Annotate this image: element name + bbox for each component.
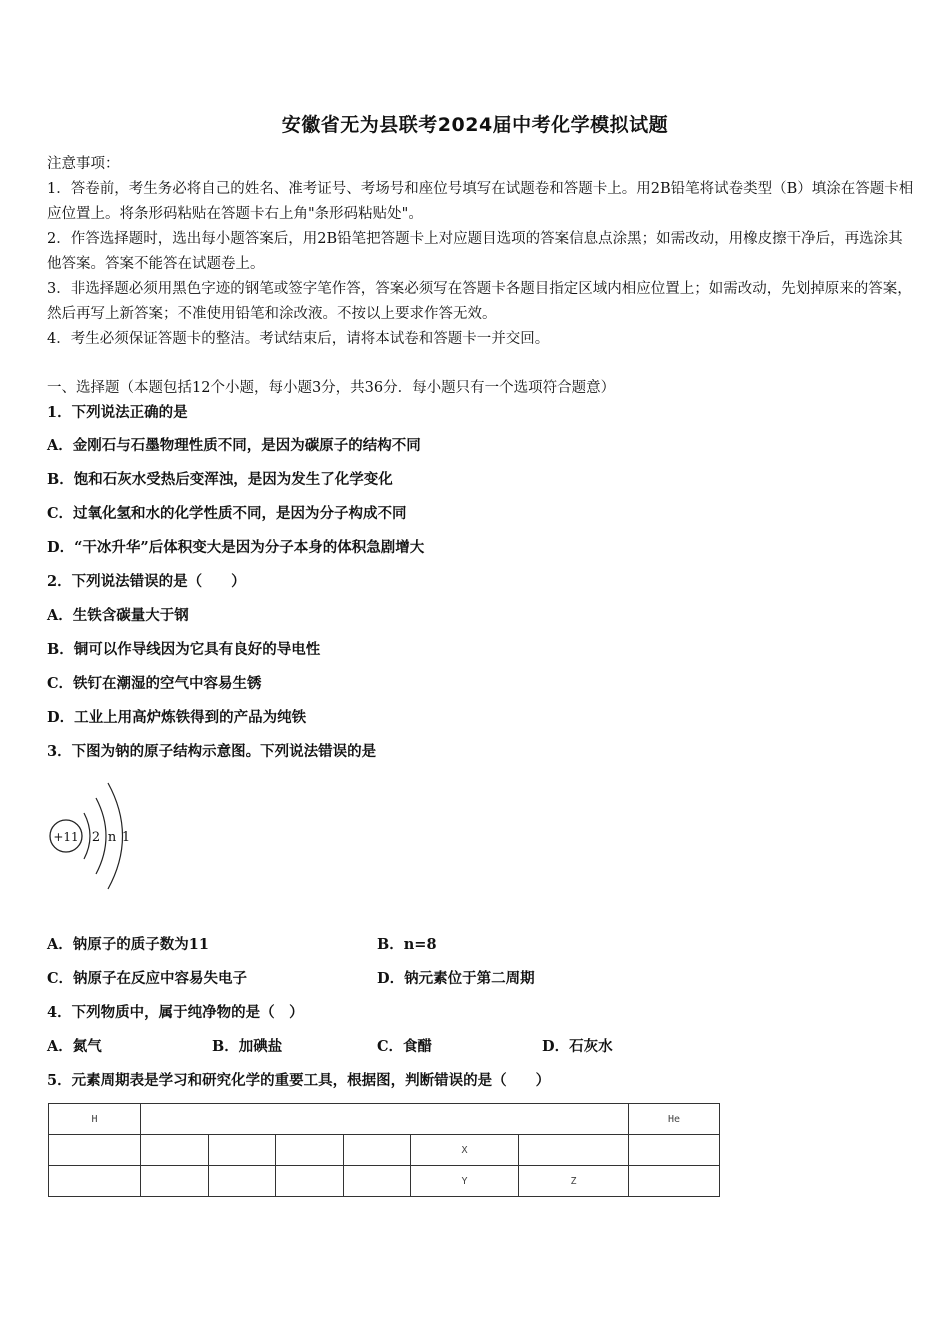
question-3-option-c[interactable]: C．钠原子在反应中容易失电子 xyxy=(47,970,248,987)
notice-item: 3．非选择题必须用黑色字迹的钢笔或签字笔作答，答案必须写在答题卡各题目指定区域内相应位置上；如需改动，先划掉原来的答案，然后再写上新答案；不准使用铅笔和涂改液。不按以上要求作答无效。 xyxy=(47,281,912,322)
notice-item: 1．答卷前，考生务必将自己的姓名、准考证号、考场号和座位号填写在试题卷和答题卡上。用2B铅笔将试卷类型（B）填涂在答题卡相应位置上。将条形码粘贴在答题卡右上角"条形码粘贴处"。 xyxy=(47,181,914,222)
cell-empty xyxy=(141,1166,209,1197)
question-5-stem: 5．元素周期表是学习和研究化学的重要工具，根据图，判断错误的是（ ） xyxy=(47,1072,551,1089)
cell-empty xyxy=(141,1135,209,1166)
question-3-option-b[interactable]: B．n=8 xyxy=(377,936,437,953)
cell-empty xyxy=(519,1135,629,1166)
question-1-option-d[interactable]: D．“干冰升华”后体积变大是因为分子本身的体积急剧增大 xyxy=(47,539,425,556)
cell-empty xyxy=(629,1135,720,1166)
question-3-option-d[interactable]: D．钠元素位于第二周期 xyxy=(377,970,535,987)
question-2-option-a[interactable]: A．生铁含碳量大于钢 xyxy=(47,607,189,624)
question-4-stem: 4．下列物质中，属于纯净物的是（ ） xyxy=(47,1004,304,1021)
cell-empty xyxy=(141,1104,629,1135)
question-1-option-b[interactable]: B．饱和石灰水受热后变浑浊，是因为发生了化学变化 xyxy=(47,471,393,488)
table-row xyxy=(49,1104,720,1135)
sodium-atom-diagram xyxy=(44,780,144,895)
table-row xyxy=(49,1166,720,1197)
cell-empty xyxy=(276,1166,344,1197)
question-2-option-b[interactable]: B．铜可以作导线因为它具有良好的导电性 xyxy=(47,641,321,658)
nucleus-label: +11 xyxy=(53,830,79,844)
table-row xyxy=(49,1135,720,1166)
cell-h: H xyxy=(49,1104,141,1135)
cell-empty xyxy=(344,1166,411,1197)
question-1-option-a[interactable]: A．金刚石与石墨物理性质不同，是因为碳原子的结构不同 xyxy=(47,437,421,454)
question-4-option-b[interactable]: B．加碘盐 xyxy=(212,1038,283,1055)
electron-shell-1 xyxy=(84,813,90,859)
cell-z: Z xyxy=(519,1166,629,1197)
cell-empty xyxy=(49,1135,141,1166)
cell-empty xyxy=(209,1166,276,1197)
cell-y: Y xyxy=(411,1166,519,1197)
notice-heading: 注意事项： xyxy=(47,156,120,172)
question-2-option-d[interactable]: D．工业上用高炉炼铁得到的产品为纯铁 xyxy=(47,709,307,726)
question-3-stem: 3．下图为钠的原子结构示意图。下列说法错误的是 xyxy=(47,743,377,760)
page-title: 安徽省无为县联考2024届中考化学模拟试题 xyxy=(281,114,669,136)
cell-empty xyxy=(629,1166,720,1197)
cell-x: X xyxy=(411,1135,519,1166)
notice-block xyxy=(47,152,917,352)
question-4-option-a[interactable]: A．氮气 xyxy=(47,1038,102,1055)
cell-empty xyxy=(209,1135,276,1166)
section-heading: 一、选择题（本题包括12个小题，每小题3分，共36分．每小题只有一个选项符合题意） xyxy=(47,380,616,396)
question-1-stem: 1．下列说法正确的是 xyxy=(47,404,188,421)
cell-empty xyxy=(49,1166,141,1197)
shell-2-electrons: n xyxy=(107,830,117,845)
shell-1-electrons: 2 xyxy=(91,830,101,845)
question-4-option-d[interactable]: D．石灰水 xyxy=(542,1038,613,1055)
notice-item: 2．作答选择题时，选出每小题答案后，用2B铅笔把答题卡上对应题目选项的答案信息点涂黑；如需改动，用橡皮擦干净后，再选涂其他答案。答案不能答在试题卷上。 xyxy=(47,231,903,272)
notice-item: 4．考生必须保证答题卡的整洁。考试结束后，请将本试卷和答题卡一并交回。 xyxy=(47,331,550,347)
shell-3-electrons: 1 xyxy=(121,830,131,845)
cell-empty xyxy=(276,1135,344,1166)
question-3-option-a[interactable]: A．钠原子的质子数为11 xyxy=(47,936,209,953)
periodic-table-fragment xyxy=(48,1103,720,1197)
cell-empty xyxy=(344,1135,411,1166)
question-4-option-c[interactable]: C．食醋 xyxy=(377,1038,433,1055)
question-1-option-c[interactable]: C．过氧化氢和水的化学性质不同，是因为分子构成不同 xyxy=(47,505,407,522)
question-2-stem: 2．下列说法错误的是（ ） xyxy=(47,573,246,590)
cell-he: He xyxy=(629,1104,720,1135)
question-2-option-c[interactable]: C．铁钉在潮湿的空气中容易生锈 xyxy=(47,675,262,692)
